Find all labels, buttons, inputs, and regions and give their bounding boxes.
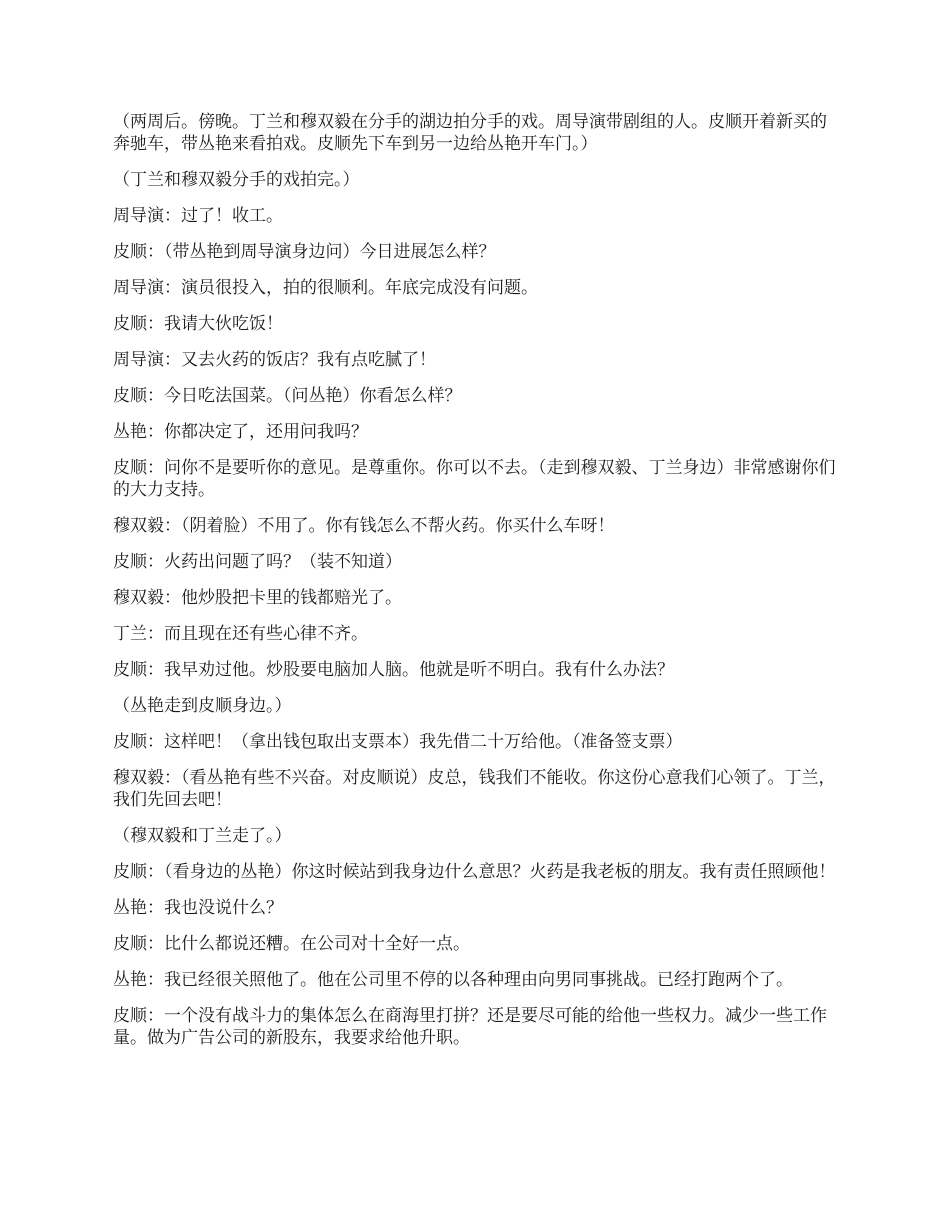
paragraph: （穆双毅和丁兰走了。）: [113, 826, 292, 846]
paragraph: （丁兰和穆双毅分手的戏拍完。）: [113, 170, 360, 190]
paragraph: 丁兰：而且现在还有些心律不齐。: [113, 624, 368, 644]
paragraph: 皮顺：问你不是要听你的意见。是尊重你。你可以不去。（走到穆双毅、丁兰身边）非常感谢你们的大力支持。: [113, 458, 836, 500]
paragraph: 皮顺：一个没有战斗力的集体怎么在商海里打拼？还是要尽可能的给他一些权力。减少一些工作量。做为广告公司的新股东，我要求给他升职。: [113, 1006, 827, 1048]
paragraph: 皮顺：我请大伙吃饭！: [113, 314, 283, 334]
paragraph: 穆双毅：（阴着脸）不用了。你有钱怎么不帮火药。你买什么车呀！: [113, 516, 615, 536]
paragraph: 皮顺：我早劝过他。炒股要电脑加人脑。他就是听不明白。我有什么办法？: [113, 660, 674, 680]
paragraph: 皮顺：比什么都说还糟。在公司对十全好一点。: [113, 934, 470, 954]
document-body: [113, 111, 840, 1063]
paragraph: 皮顺：（带丛艳到周导演身边问）今日进展怎么样？: [113, 242, 496, 262]
paragraph: 皮顺：今日吃法国菜。（问丛艳）你看怎么样？: [113, 386, 462, 406]
paragraph: 穆双毅：（看丛艳有些不兴奋。对皮顺说）皮总，钱我们不能收。你这份心意我们心领了。丁兰，我们先回去吧！: [113, 768, 836, 810]
paragraph: 丛艳：我已经很关照他了。他在公司里不停的以各种理由向男同事挑战。已经打跑两个了。: [113, 970, 793, 990]
paragraph: （两周后。傍晚。丁兰和穆双毅在分手的湖边拍分手的戏。周导演带剧组的人。皮顺开着新买的奔驰车，带丛艳来看拍戏。皮顺先下车到另一边给丛艳开车门。）: [113, 112, 827, 154]
paragraph: 穆双毅：他炒股把卡里的钱都赔光了。: [113, 588, 402, 608]
paragraph: 皮顺：（看身边的丛艳）你这时候站到我身边什么意思？火药是我老板的朋友。我有责任照顾他！: [113, 862, 836, 882]
paragraph: 丛艳：你都决定了，还用问我吗？: [113, 422, 368, 442]
paragraph: 周导演：演员很投入，拍的很顺利。年底完成没有问题。: [113, 278, 538, 298]
paragraph: 皮顺：这样吧！（拿出钱包取出支票本）我先借二十万给他。（准备签支票）: [113, 732, 683, 752]
paragraph: 丛艳：我也没说什么？: [113, 898, 283, 918]
paragraph: 周导演：又去火药的饭店？我有点吃腻了！: [113, 350, 436, 370]
paragraph: 皮顺：火药出问题了吗？（装不知道）: [113, 552, 402, 572]
paragraph: 周导演：过了！收工。: [113, 206, 283, 226]
paragraph: （丛艳走到皮顺身边。）: [113, 696, 292, 716]
